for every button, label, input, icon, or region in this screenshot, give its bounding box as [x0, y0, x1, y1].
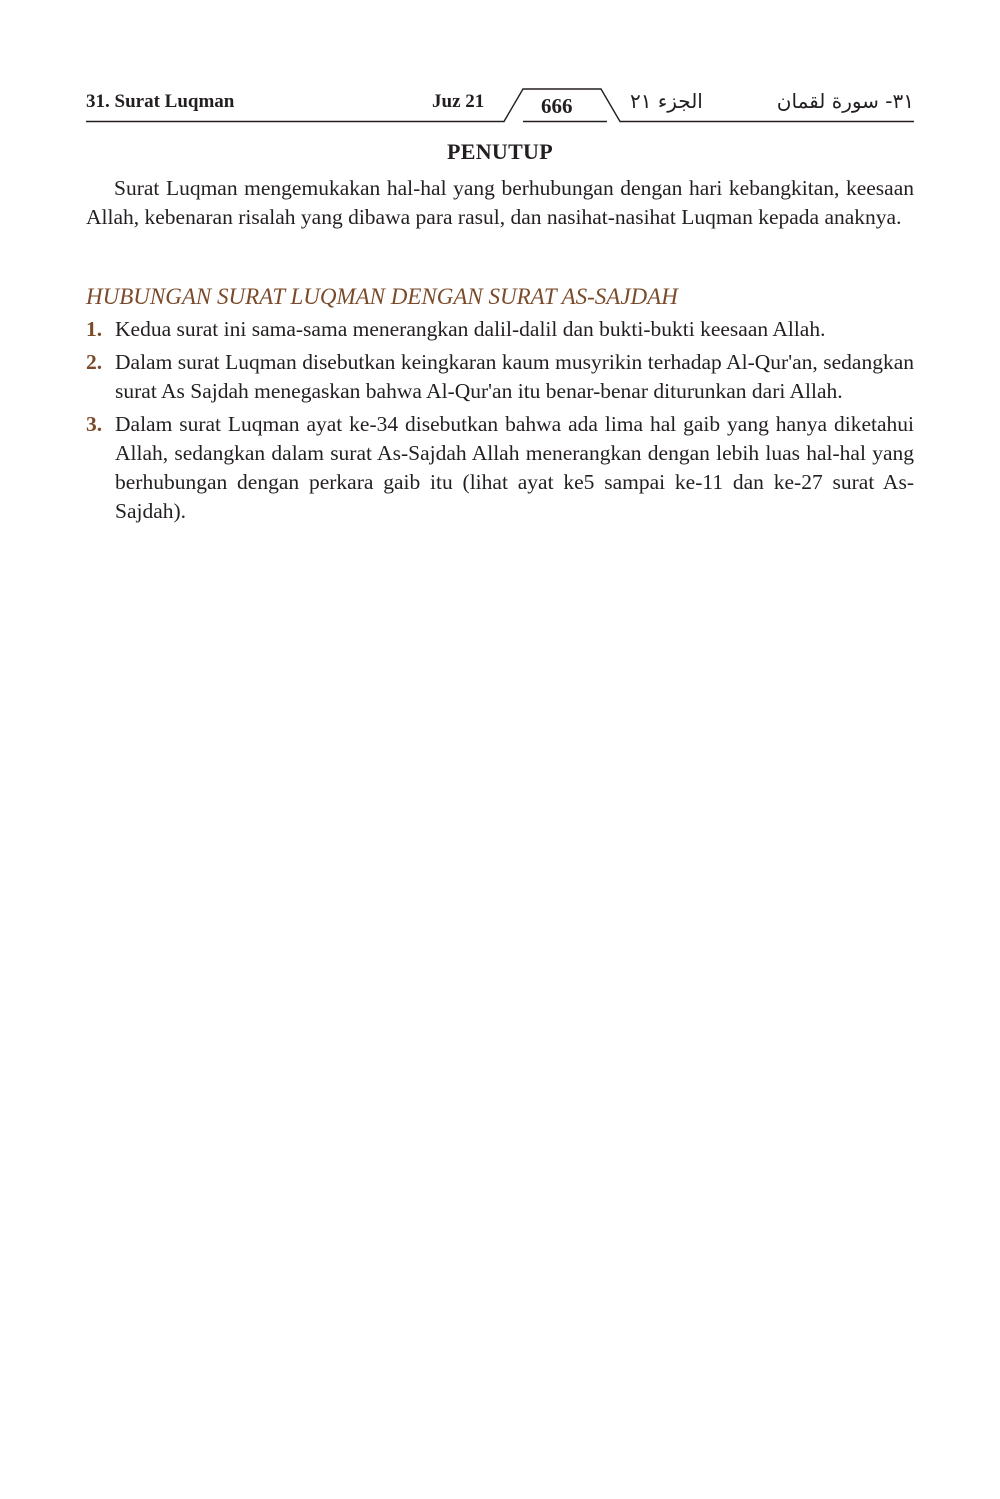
list-item-number: 2.: [86, 350, 103, 374]
list-item-number: 3.: [86, 412, 103, 436]
list-item-text: Dalam surat Luqman ayat ke-34 disebutkan bahwa ada lima hal gaib yang hanya diketahui Allah, sedangkan dalam surat As-Sajdah Allah menerangkan dengan lebih luas hal-hal yang berhubungan dengan perkara gaib itu (lihat ayat ke5 sampai ke-11 dan ke-27 surat As-Sajdah).: [115, 412, 914, 523]
relation-heading: HUBUNGAN SURAT LUQMAN DENGAN SURAT AS-SAJDAH: [86, 284, 678, 309]
closing-paragraph: Surat Luqman mengemukakan hal-hal yang berhubungan dengan hari kebangkitan, keesaan Allah, kebenaran risalah yang dibawa para rasul, dan nasihat-nasihat Luqman kepada anaknya.: [86, 176, 914, 229]
section-title: PENUTUP: [447, 139, 553, 164]
list-item: [86, 348, 914, 406]
header-arabic-juz: الجزء ٢١: [630, 89, 703, 113]
page-number: 666: [541, 94, 573, 118]
list-item: [86, 315, 914, 344]
list-item-text: Dalam surat Luqman disebutkan keingkaran kaum musyrikin terhadap Al-Qur'an, sedangkan surat As Sajdah menegaskan bahwa Al-Qur'an itu benar-benar diturunkan dari Allah.: [115, 350, 914, 403]
list-item: [86, 410, 914, 526]
list-item-text: Kedua surat ini sama-sama menerangkan dalil-dalil dan bukti-bukti keesaan Allah.: [115, 317, 826, 341]
running-header: [86, 84, 914, 128]
header-arabic-surah: ٣١- سورة لقمان: [776, 89, 914, 113]
header-juz: Juz 21: [432, 91, 485, 112]
list-item-number: 1.: [86, 317, 103, 341]
header-surah-name: 31. Surat Luqman: [86, 91, 235, 112]
relation-points-list: [86, 315, 914, 530]
